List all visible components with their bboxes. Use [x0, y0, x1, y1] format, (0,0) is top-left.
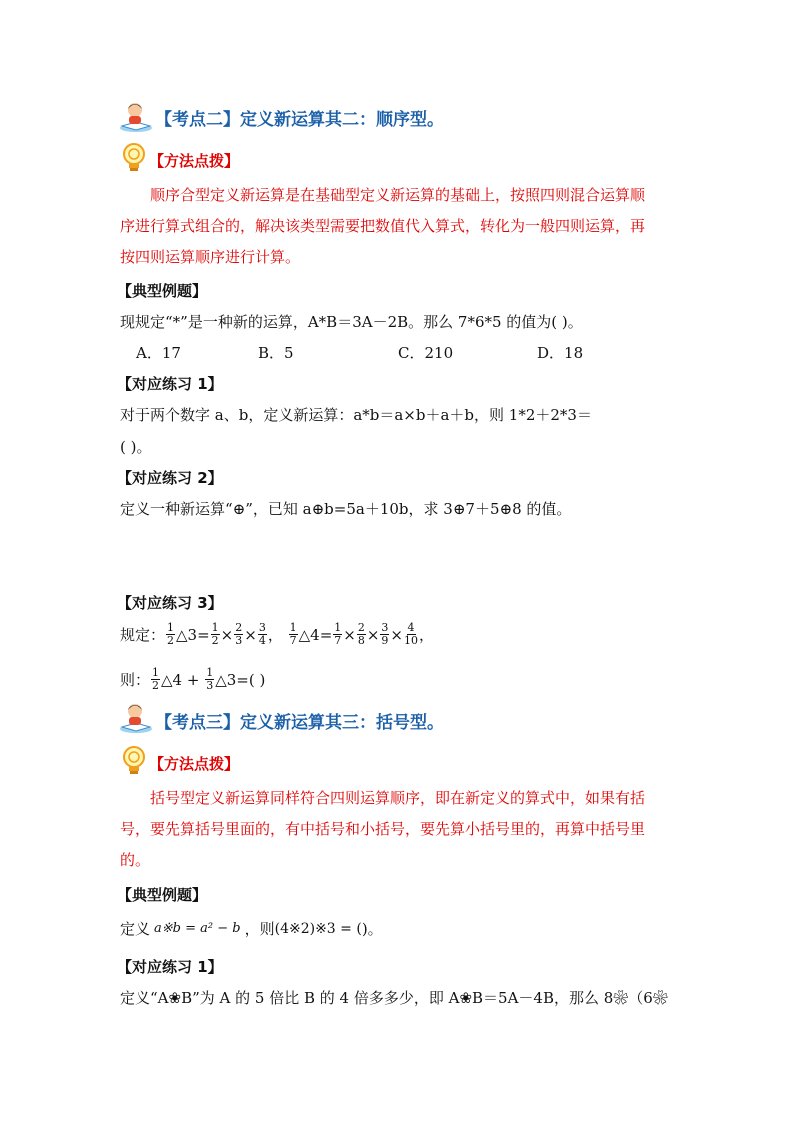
section2-ex2-text: 定义一种新运算“⊕”，已知 a⊕b=5a＋10b，求 3⊕7＋5⊕8 的值。 — [120, 500, 572, 518]
section2-ex3-label: 【对应练习 3】 — [117, 594, 223, 612]
section2-title: 【考点二】定义新运算其二：顺序型。 — [155, 110, 444, 130]
section3-tip-title: 【方法点拨】 — [149, 755, 240, 773]
fraction: $\frac{1}{7}$ — [289, 621, 297, 647]
student-reading-icon — [118, 100, 154, 134]
section2-tip-title: 【方法点拨】 — [149, 152, 240, 170]
section2-ex1-line2: ( )。 — [120, 438, 152, 456]
option-a: A．17 — [136, 344, 181, 362]
section2-example-label: 【典型例题】 — [117, 282, 208, 300]
section3-ex1-text: 定义“A❀B”为 A 的 5 倍比 B 的 4 倍多多少，即 A❀B＝5A－4B，那么 8❀（6❀ — [120, 989, 668, 1007]
section3-tip-line-2: 号，要先算括号里面的，有中括号和小括号，要先算小括号里的，再算中括号里 — [120, 820, 646, 838]
section3-example-label: 【典型例题】 — [117, 886, 208, 904]
option-b: B．5 — [258, 344, 294, 362]
example-formula: a※b = a² − b — [154, 921, 241, 936]
fraction: $\frac{1}{2}$ — [152, 666, 160, 692]
section2-tip-line-3: 按四则运算顺序进行计算。 — [120, 248, 301, 266]
lightbulb-icon — [121, 745, 147, 777]
option-d: D．18 — [537, 344, 584, 362]
section3-tip-line-3: 的。 — [120, 851, 151, 869]
section2-example-text: 现规定“*”是一种新的运算，A*B＝3A－2B。那么 7*6*5 的值为( )。 — [120, 313, 583, 331]
section2-ex1-label: 【对应练习 1】 — [117, 375, 223, 393]
section2-ex1-line1: 对于两个数字 a、b，定义新运算：a*b＝a×b＋a＋b，则 1*2＋2*3＝ — [120, 406, 592, 424]
fraction: $\frac{2}{3}$ — [235, 621, 243, 647]
rule-prefix: 规定： — [120, 626, 166, 644]
fraction: $\frac{4}{10}$ — [404, 621, 418, 647]
fraction: $\frac{1}{3}$ — [206, 666, 214, 692]
option-c: C．210 — [398, 344, 454, 362]
section3-tip-line-1: 括号型定义新运算同样符合四则运算顺序，即在新定义的算式中，如果有括 — [150, 789, 646, 807]
fraction: $\frac{3}{9}$ — [381, 621, 389, 647]
section3-example-text: 定义 a※b = a² − b ，则 (4※2)※3 = ( )。 — [120, 920, 383, 938]
section2-ex3-rule: 规定： $\frac{1}{2}$ △3= $\frac{1}{2}$ × $\frac{2}{3}$ × $\frac{3}{4}$ ， $\frac{1}{7}$ △4= $\frac{1}{7}$ × $\frac{2}{8}$ × $\frac{3}{9}$ × $\frac{4}{10}$ ， — [120, 621, 435, 647]
section2-tip-line-1: 顺序合型定义新运算是在基础型定义新运算的基础上，按照四则混合运算顺 — [150, 186, 646, 204]
fraction: $\frac{1}{7}$ — [334, 621, 342, 647]
fraction: $\frac{2}{8}$ — [357, 621, 365, 647]
section2-ex3-then: 则： $\frac{1}{2}$ △4 + $\frac{1}{3}$ △3=( ) — [120, 666, 266, 692]
section2-tip-line-2: 序进行算式组合的，解决该类型需要把数值代入算式，转化为一般四则运算，再 — [120, 217, 646, 235]
fraction: $\frac{1}{2}$ — [167, 621, 175, 647]
answer-blank: △3=( ) — [215, 670, 266, 689]
example-expression: (4※2)※3 = ( — [274, 920, 362, 937]
fraction: $\frac{1}{2}$ — [211, 621, 219, 647]
section3-ex1-label: 【对应练习 1】 — [117, 958, 223, 976]
then-prefix: 则： — [120, 671, 151, 689]
section2-ex2-label: 【对应练习 2】 — [117, 469, 223, 487]
section3-title: 【考点三】定义新运算其三：括号型。 — [155, 713, 444, 733]
fraction: $\frac{3}{4}$ — [258, 621, 266, 647]
lightbulb-icon — [121, 142, 147, 174]
student-reading-icon — [118, 701, 154, 735]
